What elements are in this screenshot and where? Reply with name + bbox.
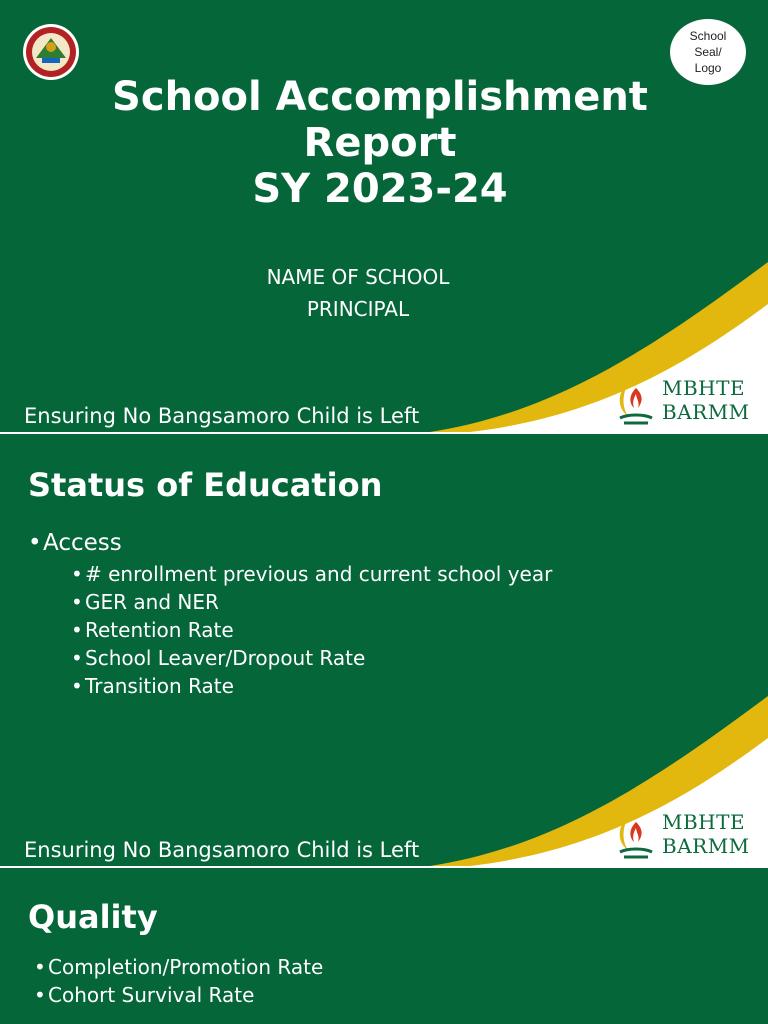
school-seal-placeholder: School Seal/ Logo	[670, 19, 746, 85]
list-item: • Transition Rate	[71, 672, 552, 700]
list-item: • School Leaver/Dropout Rate	[71, 644, 552, 672]
sub-bullet-list	[71, 560, 552, 700]
list-item: • Completion/Promotion Rate	[34, 953, 323, 981]
list-item: • # enrollment previous and current school year	[71, 560, 552, 588]
mbhte-logo	[614, 808, 764, 864]
slide-heading: Quality	[28, 898, 158, 936]
quality-slide	[0, 868, 768, 1024]
footer-tagline: Ensuring No Bangsamoro Child is Left	[24, 404, 420, 428]
mbhte-logo	[614, 374, 764, 430]
page-title: School Accomplishment Report SY 2023-24	[112, 74, 648, 212]
school-name: NAME OF SCHOOL	[266, 265, 450, 289]
list-item: • Cohort Survival Rate	[34, 981, 323, 1009]
principal-name: PRINCIPAL	[306, 297, 410, 321]
mbhte-logo-text: MBHTE BARMM	[662, 810, 750, 858]
mbhte-logo-text: MBHTE BARMM	[662, 376, 750, 424]
list-item: • GER and NER	[71, 588, 552, 616]
access-bullet: Access	[43, 530, 122, 556]
list-item: • Retention Rate	[71, 616, 552, 644]
slide-heading: Status of Education	[28, 466, 383, 504]
footer-tagline: Ensuring No Bangsamoro Child is Left	[24, 838, 420, 862]
title-slide	[0, 0, 768, 432]
status-of-education-slide	[0, 434, 768, 866]
bullet-list	[28, 528, 552, 700]
torch-icon	[614, 810, 658, 862]
torch-icon	[614, 376, 658, 428]
list-item	[28, 528, 552, 700]
bullet-list	[34, 953, 323, 1009]
